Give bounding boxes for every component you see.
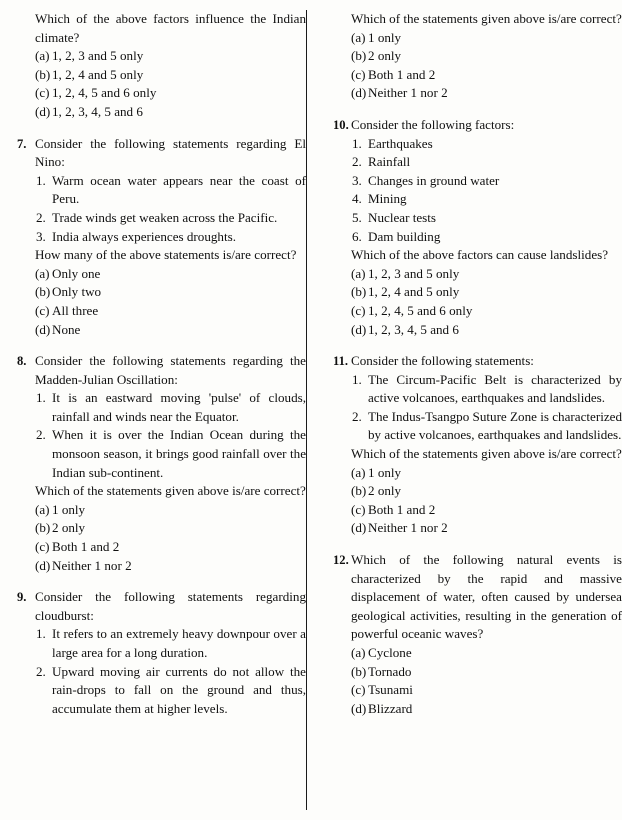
option-text: 1, 2, 4, 5 and 6 only xyxy=(368,302,473,318)
option-text: 1, 2, 3 and 5 only xyxy=(368,265,460,281)
option-item[interactable] xyxy=(351,681,622,700)
option-text: Only one xyxy=(52,265,101,281)
statement-marker: 2. xyxy=(36,663,46,679)
option-text: Neither 1 nor 2 xyxy=(368,520,448,536)
statement-item xyxy=(351,228,622,247)
statement-text: Upward moving air currents do not allow the rain-drops to fall on the ground and thus, accumulate them at higher levels. xyxy=(52,663,306,716)
statement-marker: 3. xyxy=(36,228,46,244)
statement-item xyxy=(351,190,622,209)
option-item[interactable] xyxy=(35,265,306,284)
option-label: (d) xyxy=(35,557,51,573)
statement-text: When it is over the Indian Ocean during the monsoon season, it brings good rainfall over the Indian sub-continent. xyxy=(52,427,306,480)
column-divider xyxy=(306,10,307,810)
option-text: Both 1 and 2 xyxy=(368,66,436,82)
continued-question-right xyxy=(322,10,622,103)
option-item[interactable] xyxy=(351,482,622,501)
statement-marker: 2. xyxy=(36,427,46,443)
option-label: (a) xyxy=(351,464,366,480)
option-item[interactable] xyxy=(351,84,622,103)
option-item[interactable] xyxy=(35,557,306,576)
statement-text: Trade winds get weaken across the Pacific. xyxy=(52,209,278,225)
question-11 xyxy=(322,352,622,538)
option-label: (a) xyxy=(351,29,366,45)
spacer xyxy=(322,339,622,352)
option-item[interactable] xyxy=(351,519,622,538)
option-label: (a) xyxy=(351,645,366,660)
option-label: (c) xyxy=(35,85,50,101)
question-7 xyxy=(6,135,306,340)
option-item[interactable] xyxy=(351,663,622,682)
question-stem: Consider the following statements: xyxy=(351,353,534,369)
question-9 xyxy=(6,588,306,718)
option-text: Cyclone xyxy=(368,645,412,660)
spacer xyxy=(6,122,306,135)
statement-item xyxy=(35,663,306,719)
statement-item xyxy=(351,135,622,154)
right-column xyxy=(322,10,622,820)
option-label: (d) xyxy=(35,103,51,119)
option-text: Only two xyxy=(52,284,102,300)
question-stem: Consider the following statements regarding El Nino: xyxy=(35,135,306,170)
option-text: 1, 2, 3, 4, 5 and 6 xyxy=(368,321,459,337)
option-text: Neither 1 nor 2 xyxy=(368,85,448,101)
statement-marker: 1. xyxy=(36,626,46,642)
option-label: (c) xyxy=(35,539,50,555)
option-label: (b) xyxy=(35,284,51,300)
statement-marker: 2. xyxy=(352,154,362,170)
option-item[interactable] xyxy=(35,283,306,302)
option-text: Neither 1 nor 2 xyxy=(52,557,132,573)
spacer xyxy=(322,538,622,551)
question-body xyxy=(351,10,622,103)
option-label: (b) xyxy=(35,520,51,536)
option-label: (d) xyxy=(351,520,367,536)
question-number: 9. xyxy=(17,590,27,605)
option-text: Blizzard xyxy=(368,700,413,716)
question-stem: Consider the following statements regarding the Madden-Julian Oscillation: xyxy=(35,353,306,387)
statement-list xyxy=(35,625,306,718)
option-item[interactable] xyxy=(35,66,306,85)
option-text: 2 only xyxy=(368,48,402,64)
option-item[interactable] xyxy=(351,700,622,719)
statement-marker: 6. xyxy=(352,228,362,244)
option-text: 2 only xyxy=(52,520,86,536)
option-text: Tornado xyxy=(368,663,412,679)
statement-item xyxy=(351,371,622,408)
option-text: 1 only xyxy=(368,464,402,480)
option-label: (b) xyxy=(351,48,367,64)
statement-text: Nuclear tests xyxy=(368,209,436,225)
option-text: Both 1 and 2 xyxy=(52,539,120,555)
statement-marker: 1. xyxy=(352,371,362,387)
statement-text: The Circum-Pacific Belt is characterized by active volcanoes, earthquakes and landslides. xyxy=(368,371,622,406)
options-list xyxy=(351,644,622,718)
question-body xyxy=(35,135,306,340)
options-list xyxy=(351,265,622,339)
statement-item xyxy=(351,408,622,445)
statement-list xyxy=(351,135,622,247)
question-8 xyxy=(6,352,306,575)
statement-marker: 1. xyxy=(352,135,362,151)
question-stem: Which of the statements given above is/are correct? xyxy=(351,11,622,26)
option-item[interactable] xyxy=(351,29,622,48)
statement-text: The Indus-Tsangpo Suture Zone is characterized by active volcanoes, earthquakes and landslides. xyxy=(368,408,622,443)
statement-item xyxy=(35,209,306,228)
spacer xyxy=(6,339,306,352)
option-text: 1 only xyxy=(368,29,402,45)
options-list xyxy=(35,501,306,575)
option-label: (b) xyxy=(351,663,367,679)
option-text: 1, 2, 4 and 5 only xyxy=(368,284,460,300)
statement-text: Changes in ground water xyxy=(368,172,500,188)
statement-marker: 3. xyxy=(352,172,362,188)
question-number: 8. xyxy=(17,354,27,369)
option-item[interactable] xyxy=(35,47,306,66)
option-text: 2 only xyxy=(368,483,402,499)
statement-marker: 5. xyxy=(352,209,362,225)
question-stem: Which of the above factors influence the Indian climate? xyxy=(35,11,306,45)
statement-item xyxy=(351,209,622,228)
question-sub-stem: Which of the above factors can cause landslides? xyxy=(351,247,609,263)
statement-list xyxy=(351,371,622,445)
option-item[interactable] xyxy=(351,265,622,284)
question-number: 7. xyxy=(17,136,27,151)
question-body xyxy=(351,551,622,718)
question-body xyxy=(35,588,306,718)
option-text: 1, 2, 3 and 5 only xyxy=(52,48,144,64)
statement-text: It is an eastward moving 'pulse' of clouds, rainfall and winds near the Equator. xyxy=(52,390,306,424)
statement-item xyxy=(35,389,306,426)
option-item[interactable] xyxy=(351,283,622,302)
option-label: (a) xyxy=(351,265,366,281)
spacer xyxy=(322,103,622,116)
question-10 xyxy=(322,116,622,339)
option-label: (c) xyxy=(351,66,366,82)
question-body xyxy=(35,10,306,122)
statement-text: Dam building xyxy=(368,228,441,244)
question-sub-stem: Which of the statements given above is/are correct? xyxy=(351,446,622,462)
question-sub-stem: Which of the statements given above is/are correct? xyxy=(35,483,306,499)
spacer xyxy=(6,575,306,588)
statement-text: Rainfall xyxy=(368,154,411,170)
option-text: 1, 2, 4, 5 and 6 only xyxy=(52,85,157,101)
statement-marker: 4. xyxy=(352,191,362,207)
question-body xyxy=(35,352,306,575)
statement-item xyxy=(351,153,622,172)
statement-text: Warm ocean water appears near the coast of Peru. xyxy=(52,172,306,207)
option-label: (d) xyxy=(351,85,367,101)
option-label: (c) xyxy=(35,302,50,318)
option-label: (c) xyxy=(351,682,366,698)
option-text: 1, 2, 3, 4, 5 and 6 xyxy=(52,103,143,119)
continued-question-left xyxy=(6,10,306,122)
statement-marker: 2. xyxy=(36,209,46,225)
question-body xyxy=(351,352,622,538)
option-item[interactable] xyxy=(351,302,622,321)
option-item[interactable] xyxy=(351,321,622,340)
statement-text: It refers to an extremely heavy downpour over a large area for a long duration. xyxy=(52,626,306,660)
option-label: (c) xyxy=(351,302,366,318)
option-item[interactable] xyxy=(351,644,622,663)
question-stem: Consider the following factors: xyxy=(351,116,515,132)
option-item[interactable] xyxy=(35,302,306,321)
option-text: All three xyxy=(52,302,99,318)
statement-item xyxy=(35,426,306,482)
options-list xyxy=(351,29,622,103)
statement-item xyxy=(35,228,306,247)
option-label: (c) xyxy=(351,501,366,517)
statement-item xyxy=(351,172,622,191)
statement-item xyxy=(35,172,306,209)
option-item[interactable] xyxy=(351,47,622,66)
question-12 xyxy=(322,551,622,718)
option-label: (d) xyxy=(35,321,51,337)
statement-list xyxy=(35,389,306,482)
option-item[interactable] xyxy=(351,501,622,520)
question-sub-stem: How many of the above statements is/are correct? xyxy=(35,247,297,263)
statement-marker: 1. xyxy=(36,172,46,188)
statement-item xyxy=(35,625,306,662)
option-label: (d) xyxy=(351,321,367,337)
statement-text: Earthquakes xyxy=(368,135,433,151)
options-list xyxy=(351,464,622,538)
option-label: (d) xyxy=(351,700,367,716)
option-label: (a) xyxy=(35,48,50,64)
option-item[interactable] xyxy=(35,84,306,103)
option-item[interactable] xyxy=(351,464,622,483)
option-label: (b) xyxy=(35,66,51,82)
statement-text: India always experiences droughts. xyxy=(52,228,236,244)
left-column xyxy=(6,10,306,820)
options-list xyxy=(35,265,306,339)
option-item[interactable] xyxy=(35,519,306,538)
question-stem: Consider the following statements regarding cloudburst: xyxy=(35,589,306,623)
option-text: Tsunami xyxy=(368,682,413,698)
two-column-layout xyxy=(6,10,622,820)
option-text: Both 1 and 2 xyxy=(368,501,436,517)
option-text: 1 only xyxy=(52,501,86,517)
option-label: (b) xyxy=(351,284,367,300)
option-text: 1, 2, 4 and 5 only xyxy=(52,66,144,82)
options-list xyxy=(35,47,306,121)
option-item[interactable] xyxy=(35,321,306,340)
statement-marker: 1. xyxy=(36,390,46,406)
statement-text: Mining xyxy=(368,191,407,207)
question-stem: Which of the following natural events is characterized by the rapid and massive displacement of water, often caused by undersea geological activities, resulting in the generation of powerful oceanic waves? xyxy=(351,552,622,642)
option-label: (a) xyxy=(35,501,50,517)
option-item[interactable] xyxy=(35,103,306,122)
question-number: 12. xyxy=(333,553,349,568)
statement-marker: 2. xyxy=(352,408,362,424)
option-item[interactable] xyxy=(35,501,306,520)
option-item[interactable] xyxy=(35,538,306,557)
option-text: None xyxy=(52,321,81,337)
statement-list xyxy=(35,172,306,246)
question-body xyxy=(351,116,622,339)
question-number: 10. xyxy=(333,117,349,132)
question-number: 11. xyxy=(333,354,349,369)
option-label: (b) xyxy=(351,483,367,499)
option-label: (a) xyxy=(35,265,50,281)
option-item[interactable] xyxy=(351,66,622,85)
